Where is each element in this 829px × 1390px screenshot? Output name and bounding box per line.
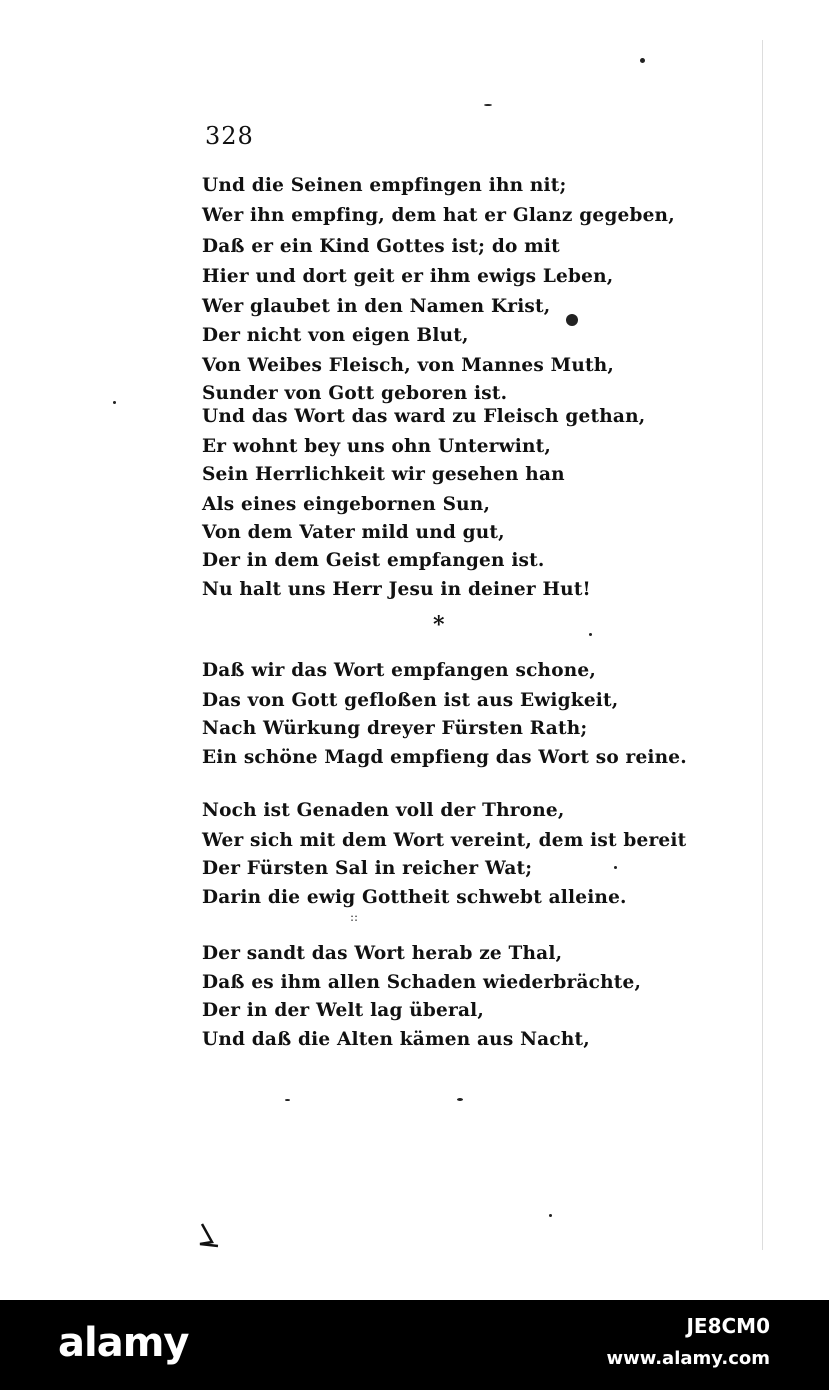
watermark-logo: alamy: [58, 1320, 189, 1366]
print-speck: [113, 401, 116, 404]
verse-line: Von dem Vater mild und gut,: [202, 522, 505, 543]
verse-line: Der in der Welt lag überal,: [202, 1000, 485, 1021]
print-speck: [484, 104, 492, 106]
verse-line: Das von Gott gefloßen ist aus Ewigkeit,: [202, 690, 619, 711]
small-separator: ::: [350, 910, 359, 924]
image-id: JE8CM0: [686, 1314, 770, 1338]
verse-line: Und das Wort das ward zu Fleisch gethan,: [202, 406, 646, 427]
verse-line: Der nicht von eigen Blut,: [202, 325, 469, 346]
verse-line: Als eines eingebornen Sun,: [202, 494, 491, 515]
verse-line: Der Fürsten Sal in reicher Wat;: [202, 858, 533, 879]
verse-line: Noch ist Genaden voll der Throne,: [202, 800, 565, 821]
watermark-bar: [0, 1300, 829, 1390]
verse-line: Hier und dort geit er ihm ewigs Leben,: [202, 266, 614, 287]
verse-line: Darin die ewig Gottheit schwebt alleine.: [202, 887, 627, 908]
verse-line: Nach Würkung dreyer Fürsten Rath;: [202, 718, 588, 739]
verse-line: Er wohnt bey uns ohn Unterwint,: [202, 436, 552, 457]
verse-line: Sein Herrlichkeit wir gesehen han: [202, 464, 565, 485]
ink-blot: [566, 314, 578, 326]
print-speck: [457, 1098, 463, 1101]
watermark-url[interactable]: www.alamy.com: [606, 1348, 770, 1369]
print-speck: [640, 58, 645, 63]
print-speck: [549, 1214, 552, 1217]
verse-line: Daß er ein Kind Gottes ist; do mit: [202, 236, 560, 257]
print-speck: [589, 633, 592, 636]
verse-line: Daß wir das Wort empfangen schone,: [202, 660, 596, 681]
verse-line: Der in dem Geist empfangen ist.: [202, 550, 545, 571]
verse-line: Daß es ihm allen Schaden wiederbrächte,: [202, 972, 642, 993]
verse-line: Und daß die Alten kämen aus Nacht,: [202, 1029, 590, 1050]
verse-line: Und die Seinen empfingen ihn nit;: [202, 175, 567, 196]
verse-line: Der sandt das Wort herab ze Thal,: [202, 943, 563, 964]
verse-line: Nu halt uns Herr Jesu in deiner Hut!: [202, 579, 591, 600]
verse-line: Ein schöne Magd empfieng das Wort so reine.: [202, 747, 687, 768]
print-speck: [614, 866, 617, 869]
verse-line: Wer ihn empfing, dem hat er Glanz gegeben,: [202, 205, 675, 226]
page-edge-line: [762, 40, 763, 1250]
verse-line: Wer glaubet in den Namen Krist,: [202, 296, 551, 317]
print-speck: [285, 1099, 290, 1101]
verse-line: Sunder von Gott geboren ist.: [202, 383, 508, 404]
verse-line: Von Weibes Fleisch, von Mannes Muth,: [202, 355, 615, 376]
verse-line: Wer sich mit dem Wort vereint, dem ist bereit: [202, 830, 687, 851]
page-number: 328: [205, 122, 254, 150]
corner-mark-icon: [198, 1222, 220, 1250]
section-separator: *: [433, 612, 445, 638]
